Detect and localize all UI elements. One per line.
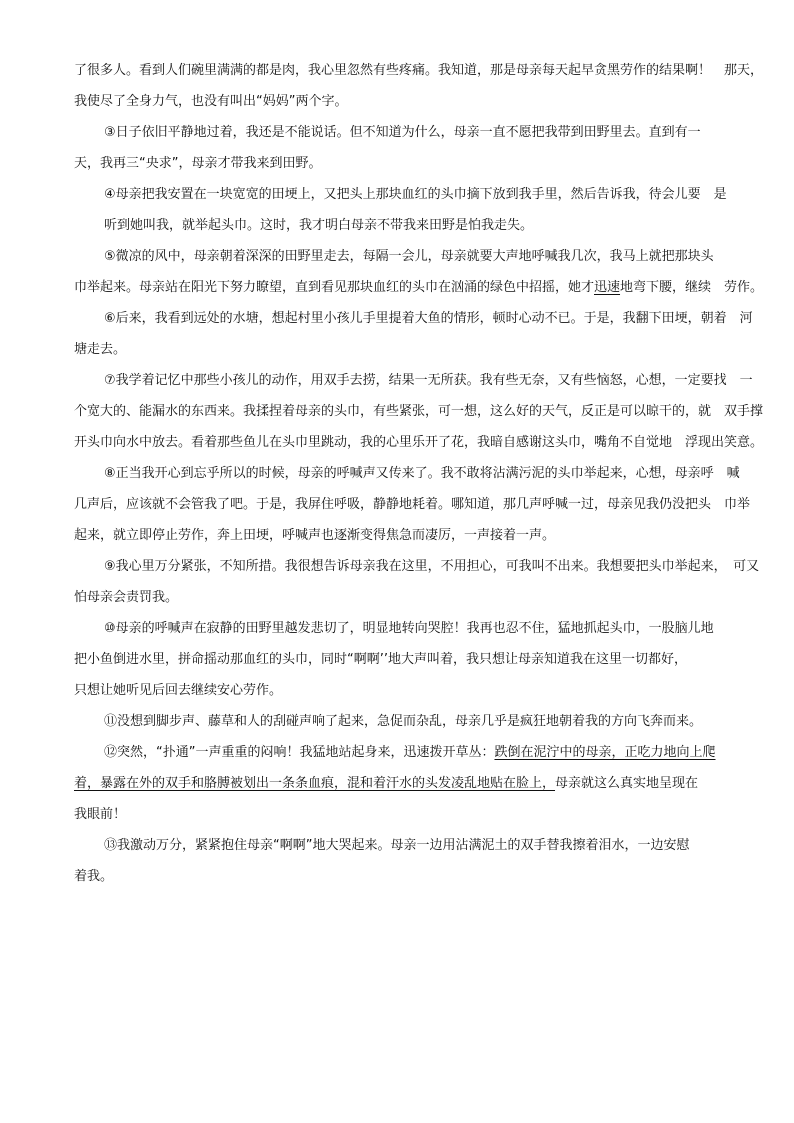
text-segment: 我眼前！ [74,807,127,822]
text-line [74,494,764,516]
text-segment: 把小鱼倒进水里，拼命摇动那血红的头巾，同时“啊啊’’地大声叫着，我只想让母亲知道我在这里一切都好， [74,652,688,667]
text-segment: 着我。 [74,869,114,884]
underlined-text: 迅速 [594,280,621,295]
text-line [74,525,764,547]
text-line [74,432,764,454]
text-line [74,587,764,609]
text-segment: ⑪没想到脚步声、藤草和人的刮碰声响了起来，急促而杂乱，母亲几乎是疯狂地朝着我的方向飞奔而来。 [104,714,703,729]
text-segment: 起来，就立即停止劳作，奔上田埂，呼喊声也逐渐变得焦急而凄厉，一声接着一声。 [74,528,556,543]
text-line [74,463,764,485]
text-line [74,184,764,206]
text-line [74,649,764,671]
text-line [74,339,764,361]
text-line [74,246,764,268]
text-segment: 地弯下腰，继续 劳作。 [620,280,764,295]
text-line [74,711,764,733]
text-line [74,866,764,888]
text-line [74,370,764,392]
document-page [74,60,764,897]
text-line [74,401,764,423]
text-line [74,742,764,764]
text-line [74,835,764,857]
text-segment: ⑤微凉的风中，母亲朝着深深的田野里走去，每隔一会儿，母亲就要大声地呼喊我几次，我马上就把那块头 [104,249,714,264]
text-segment: 母亲就这么真实地呈现在 [555,776,699,791]
text-segment: 个宽大的、能漏水的东西来。我揉捏着母亲的头巾，有些紧张，可一想，这么好的天气，反正是可以晾干的，就 双手撑 [74,404,764,419]
underlined-text: 着，暴露在外的双手和胳膊被划出一条条血痕，混和着汗水的头发凌乱地贴在脸上， [74,776,556,791]
text-segment: ⑫突然，“扑通”一声重重的闷响！我猛地站起身来，迅速拨开草丛： [104,745,495,760]
text-segment: 开头巾向水中放去。看着那些鱼儿在头巾里跳动，我的心里乐开了花，我暗自感谢这头巾，嘴角不自觉地 浮现出笑意。 [74,435,764,450]
text-line [74,153,764,175]
underlined-text: 跌倒在泥泞中的母亲，正吃力地向上爬 [494,745,716,760]
text-segment: ⑦我学着记忆中那些小孩儿的动作，用双手去捞，结果一无所获。我有些无奈，又有些恼怒，心想，一定要找 一 [104,373,753,388]
text-segment: ⑨我心里万分紧张，不知所措。我很想告诉母亲我在这里，不用担心，可我叫不出来。我想要把头巾举起来， 可又 [104,559,760,574]
text-segment: 听到她叫我，就举起头巾。这时，我才明白母亲不带我来田野是怕我走失。 [104,218,534,233]
text-line [74,680,764,702]
text-segment: ⑧正当我开心到忘乎所以的时候，母亲的呼喊声又传来了。我不敢将沾满污泥的头巾举起来，心想，母亲呼 喊 [104,466,740,481]
text-segment: 只想让她听见后回去继续安心劳作。 [74,683,283,698]
text-segment: 我使尽了全身力气，也没有叫出“妈妈”两个字。 [74,94,348,109]
text-line [74,804,764,826]
text-line [74,122,764,144]
text-segment: 了很多人。看到人们碗里满满的都是肉，我心里忽然有些疼痛。我知道，那是母亲每天起早贪黑劳作的结果啊！ 那天， [74,63,764,78]
text-line [74,773,764,795]
text-line [74,308,764,330]
text-segment: ④母亲把我安置在一块宽宽的田埂上，又把头上那块血红的头巾摘下放到我手里，然后告诉我，待会儿要 是 [104,187,727,202]
text-segment: 几声后，应该就不会管我了吧。于是，我屏住呼吸，静静地耗着。哪知道，那几声呼喊一过，母亲见我仍没把头 巾举 [74,497,751,512]
text-segment: 塘走去。 [74,342,127,357]
text-line [74,215,764,237]
text-segment: ⑩母亲的呼喊声在寂静的田野里越发悲切了，明显地转向哭腔！我再也忍不住，猛地抓起头巾，一股脑儿地 [104,621,714,636]
text-line [74,556,764,578]
text-segment: 怕母亲会责罚我。 [74,590,179,605]
text-line [74,91,764,113]
text-segment: ⑥后来，我看到远处的水塘，想起村里小孩儿手里提着大鱼的情形，顿时心动不已。于是，我翻下田埂，朝着 河 [104,311,753,326]
text-segment: ③日子依旧平静地过着，我还是不能说话。但不知道为什么，母亲一直不愿把我带到田野里去。直到有一 [104,125,701,140]
text-line [74,618,764,640]
text-segment: 巾举起来。母亲站在阳光下努力瞭望，直到看见那块血红的头巾在汹涌的绿色中招摇，她才 [74,280,595,295]
text-line [74,60,764,82]
text-segment: 天，我再三“央求”，母亲才带我来到田野。 [74,156,322,171]
text-line [74,277,764,299]
text-segment: ⑬我激动万分，紧紧抱住母亲“啊啊”地大哭起来。母亲一边用沾满泥土的双手替我擦着泪水，一边安慰 [104,838,690,853]
